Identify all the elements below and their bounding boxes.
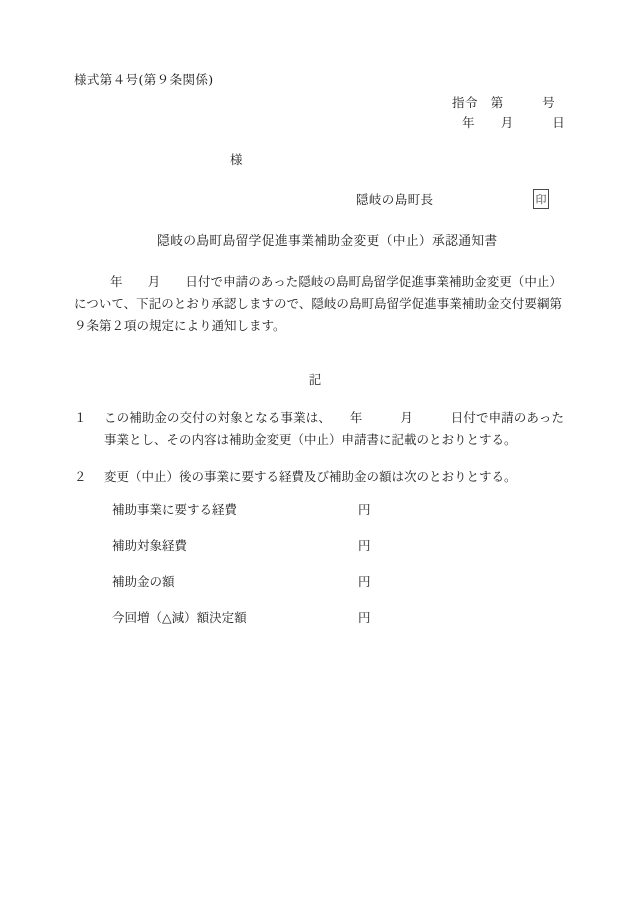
order-number-line: 指令 第 号: [452, 95, 556, 110]
expense-unit: 円: [358, 502, 371, 517]
addressee-honorific: 様: [230, 152, 243, 167]
form-number: 様式第４号(第９条関係): [74, 72, 214, 87]
expense-row: [112, 572, 412, 590]
item-number: １: [74, 410, 87, 425]
body-paragraph: [74, 271, 562, 337]
document-title: 隠岐の島町島留学促進事業補助金変更（中止）承認通知書: [157, 234, 498, 249]
list-item: [74, 466, 566, 488]
expense-label: 今回増（△減）額決定額: [112, 610, 247, 625]
expense-unit: 円: [358, 538, 371, 553]
expense-unit: 円: [358, 610, 371, 625]
item-number: ２: [74, 469, 87, 484]
seal-stamp-box: 印: [533, 189, 549, 209]
ki-heading: 記: [308, 372, 322, 387]
item-text: 変更（中止）後の事業に要する経費及び補助金の額は次のとおりとする。: [104, 469, 517, 484]
expense-row: [112, 536, 412, 554]
list-item: [74, 407, 566, 451]
item-text: この補助金の交付の対象となる事業は、 年 月 日付で申請のあった事業とし、その内容は補助金変更（中止）申請書に記載のとおりとする。: [104, 410, 564, 447]
expense-label: 補助事業に要する経費: [112, 502, 238, 517]
expense-label: 補助金の額: [112, 574, 175, 589]
expense-row: [112, 608, 412, 626]
issue-date-line: 年 月 日: [462, 115, 566, 130]
expense-label: 補助対象経費: [112, 538, 188, 553]
expense-unit: 円: [358, 574, 371, 589]
expense-row: [112, 500, 412, 518]
issuer-name: 隠岐の島町長: [356, 192, 434, 207]
body-text: 年 月 日付で申請のあった隠岐の島町島留学促進事業補助金変更（中止）について、下記のとおり承認しますので、隠岐の島町島留学促進事業補助金交付要綱第９条第２項の規定により通知します。: [74, 274, 562, 333]
